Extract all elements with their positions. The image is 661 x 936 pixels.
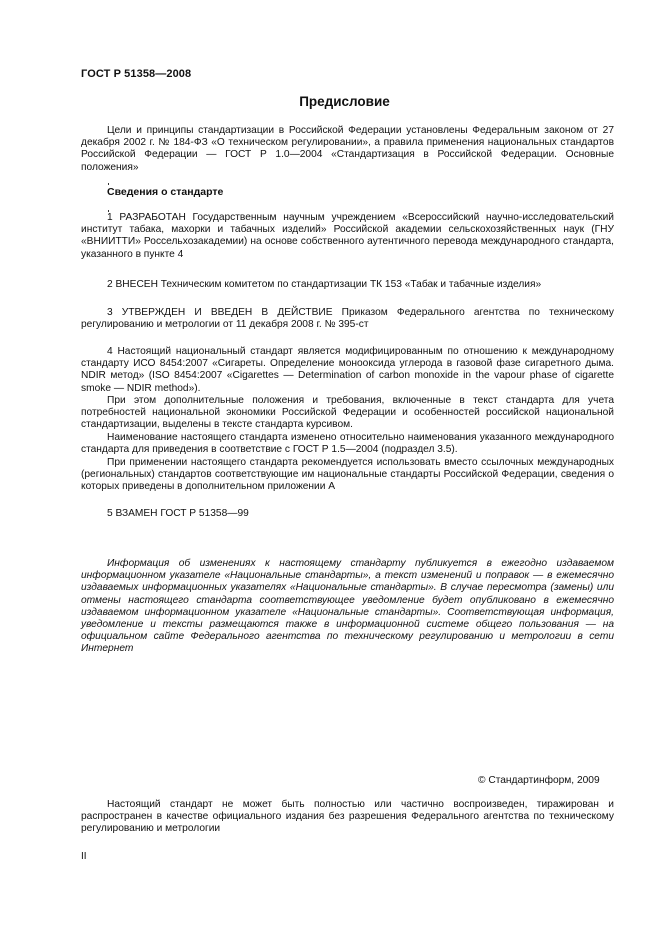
intro-paragraph: Цели и принципы стандартизации в Российской Федерации установлены Федеральным законом от 27 декабря 2002 г. № 184-ФЗ «О техническом регулировании», а правила применения национальных стандартов Российской Федерации — ГОСТ Р 1.0—2004 «Стандартизация в Российской Федерации. Основные положения» xyxy=(81,125,614,173)
item-4-paragraph-4: При применении настоящего стандарта рекомендуется использовать вместо ссылочных международных (региональных) стандартов соответствующие им национальные стандарты Российской Федерации, сведения о которых приведены в дополнительном приложении А xyxy=(81,457,614,493)
section-title: Предисловие xyxy=(299,94,390,109)
item-1-developed: 1 РАЗРАБОТАН Государственным научным учреждением «Всероссийский научно-исследовательский институт табака, махорки и табачных изделий» Российской академии сельскохозяйственных наук (ГНУ «ВНИИТТИ» Россельхозакадемии) на основе собственного аутентичного перевода международного стандарта, указанного в пункте 4 xyxy=(81,212,614,260)
standard-info-heading: Сведения о стандарте xyxy=(107,186,224,198)
reproduction-notice: Настоящий стандарт не может быть полностью или частично воспроизведен, тиражирован и распространен в качестве официального издания без разрешения Федерального агентства по техническому регулированию и метрологии xyxy=(81,799,614,835)
item-4-paragraph-2: При этом дополнительные положения и требования, включенные в текст стандарта для учета потребностей национальной экономики Российской Федерации и особенностей российской национальной стандартизации, выделены в тексте стандарта курсивом. xyxy=(81,395,614,431)
item-2-submitted: 2 ВНЕСЕН Техническим комитетом по стандартизации ТК 153 «Табак и табачные изделия» xyxy=(107,279,542,290)
changes-notice: Информация об изменениях к настоящему стандарту публикуется в ежегодно издаваемом информационном указателе «Национальные стандарты», а текст изменений и поправок — в ежемесячно издаваемых информационных указателях «Национальные стандарты». В случае пересмотра (замены) или отмены настоящего стандарта соответствующее уведомление будет опубликовано в ежемесячно издаваемом информационном указателе «Национальные стандарты». Соответствующая информация, уведомление и тексты размещаются также в информационной системе общего пользования — на официальном сайте Федерального агентства по техническому регулированию и метрологии в сети Интернет xyxy=(81,558,614,655)
item-4-paragraph-3: Наименование настоящего стандарта изменено относительно наименования указанного международного стандарта для приведения в соответствие с ГОСТ Р 1.5—2004 (подраздел 3.5). xyxy=(81,432,614,456)
copyright-line: © Стандартинформ, 2009 xyxy=(478,775,600,786)
document-code-header: ГОСТ Р 51358—2008 xyxy=(81,68,192,80)
page-number: II xyxy=(81,851,87,862)
bullet-mark xyxy=(108,183,109,185)
item-4-paragraph-1: 4 Настоящий национальный стандарт является модифицированным по отношению к международному стандарту ИСО 8454:2007 «Сигареты. Определение монооксида углерода в газовой фазе сигаретного дыма. NDIR метод» (ISO 8454:2007 «Cigarettes — Determination of carbon monoxide in the vapour phase of cigarette smoke — NDIR method»). xyxy=(81,346,614,394)
item-5-replaces: 5 ВЗАМЕН ГОСТ Р 51358—99 xyxy=(107,508,249,519)
item-3-approved: 3 УТВЕРЖДЕН И ВВЕДЕН В ДЕЙСТВИЕ Приказом Федерального агентства по техническому регулированию и метрологии от 11 декабря 2008 г. № 395-ст xyxy=(81,307,614,331)
